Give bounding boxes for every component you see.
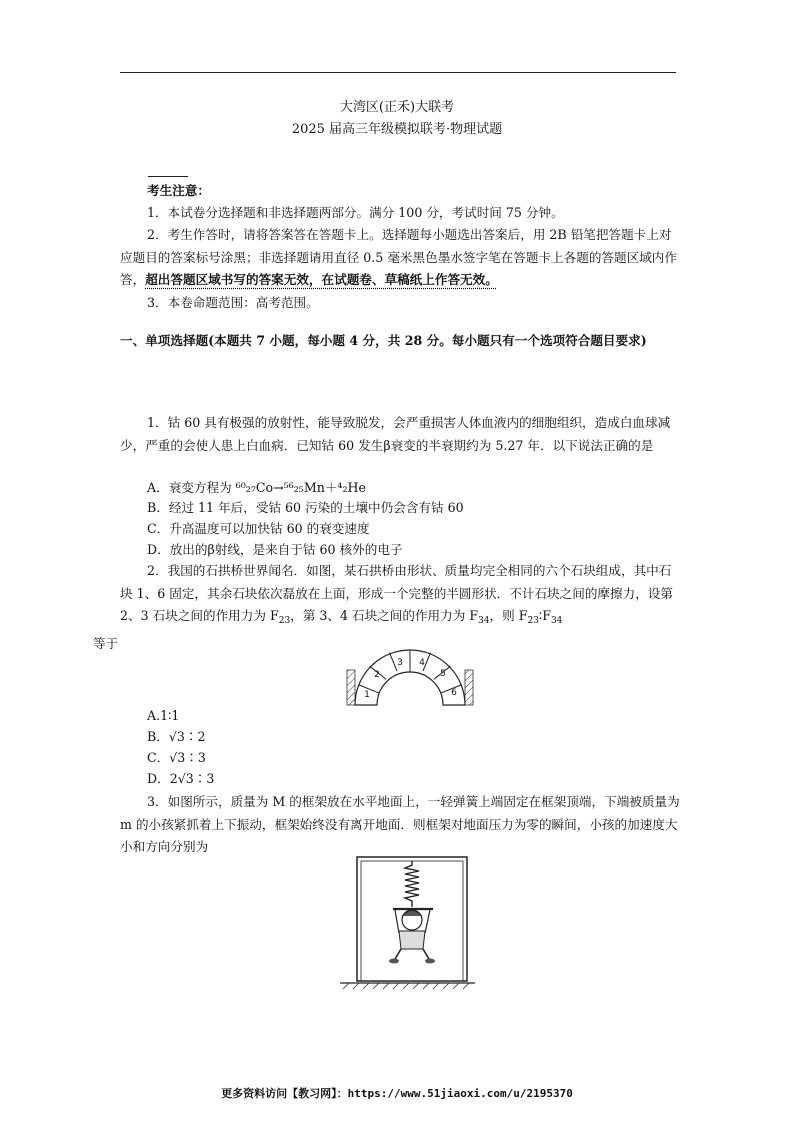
footer-link[interactable]: 更多资料访问【教习网】：https://www.51jiaoxi.com/u/2195370: [221, 1087, 573, 1100]
stone-label-2: 2: [374, 670, 380, 680]
stone-label-5: 5: [440, 669, 446, 679]
arch-bridge-figure: [345, 645, 475, 707]
notice-item-2-emphasis: 超出答题区域书写的答案无效，在试题卷、草稿纸上作答无效。: [145, 272, 498, 287]
exam-subtitle: 2025 届高三年级模拟联考·物理试题: [291, 122, 503, 137]
q2-sub-34: 34: [550, 616, 563, 626]
notice-overline: [148, 176, 188, 177]
q2-stem-part: ，第 3、4 石块之间的作用力为 F: [290, 608, 479, 623]
q2-stem-end: 等于: [93, 635, 119, 651]
q2-sub-23: 23: [527, 616, 539, 626]
q1-option-c: C．升高温度可以加快钴 60 的衰变速度: [147, 521, 370, 536]
child-body: [399, 931, 425, 949]
spring-frame-figure: [335, 853, 475, 993]
section-1-heading: 一、单项选择题(本题共 7 小题，每小题 4 分，共 28 分。每小题只有一个选项符合题目要求): [120, 333, 647, 348]
q2-option-b: B．√3∶2: [147, 729, 206, 744]
exam-title: 大湾区(正禾)大联考: [339, 100, 455, 115]
q1-option-b: B．经过 11 年后，受钴 60 污染的土壤中仍会含有钴 60: [147, 500, 464, 515]
q2-option-a: A.1∶1: [147, 708, 180, 723]
spring: [405, 861, 419, 907]
notice-item-1: 1．本试卷分选择题和非选择题两部分。满分 100 分，考试时间 75 分钟。: [147, 205, 564, 220]
q3-stem: 3．如图所示，质量为 M 的框架放在水平地面上，一轻弹簧上端固定在框架顶端，下端被质量为 m 的小孩紧抓着上下振动，框架始终没有离开地面．则框架对地面压力为零的瞬间，小孩的加速度大小和方向分别为: [120, 794, 680, 854]
header-rule: [120, 72, 676, 73]
notice-item-2-text: 2．考生作答时，请将答案答在答题卡上。选择题每小题选出答案后，用 2B 铅笔把答题卡上对应题目的答案标号涂黑；非选择题请用直径 0.5 毫米黑色墨水签字笔在答题卡上各题的答题区域内作答，: [120, 227, 677, 287]
q2-stem-part: ，则 F: [489, 608, 528, 623]
right-abutment: [465, 670, 473, 705]
notice-heading: 考生注意：: [147, 183, 210, 198]
q2-stem-part: 2．我国的石拱桥世界闻名．如图，某石拱桥由形状、质量均完全相同的六个石块组成，其中石块 1、6 固定，其余石块依次磊放在上面，形成一个完整的半圆形状．不计石块之间的摩擦力，设第 2、3 石块之间的作用力为 F: [120, 563, 673, 623]
stone-label-1: 1: [364, 690, 370, 700]
q1-option-d: D．放出的β射线，是来自于钴 60 核外的电子: [147, 542, 403, 557]
q2-sub-23: 23: [278, 616, 291, 626]
q1-stem: 1．钴 60 具有极强的放射性，能导致脱发，会严重损害人体血液内的细胞组织，造成白血球减少，严重的会使人患上白血病．已知钴 60 发生β衰变的半衰期约为 5.27 年．以下说法正确的是: [120, 415, 671, 453]
q2-option-d: D．2√3∶3: [147, 771, 215, 786]
stone-label-4: 4: [419, 658, 425, 668]
notice-item-2: [120, 224, 680, 292]
left-abutment: [347, 670, 355, 705]
stone-label-6: 6: [451, 688, 457, 698]
q2-sub-34: 34: [478, 616, 490, 626]
notice-item-3: 3．本卷命题范围：高考范围。: [147, 295, 319, 310]
stone-label-3: 3: [397, 658, 403, 668]
q2-stem: [93, 560, 680, 655]
q2-stem-part: ∶F: [538, 608, 551, 623]
q2-option-c: C．√3∶3: [147, 750, 206, 765]
q1-option-a: A．衰变方程为 ⁶⁰₂₇Co→⁵⁶₂₅Mn＋⁴₂He: [147, 480, 366, 495]
